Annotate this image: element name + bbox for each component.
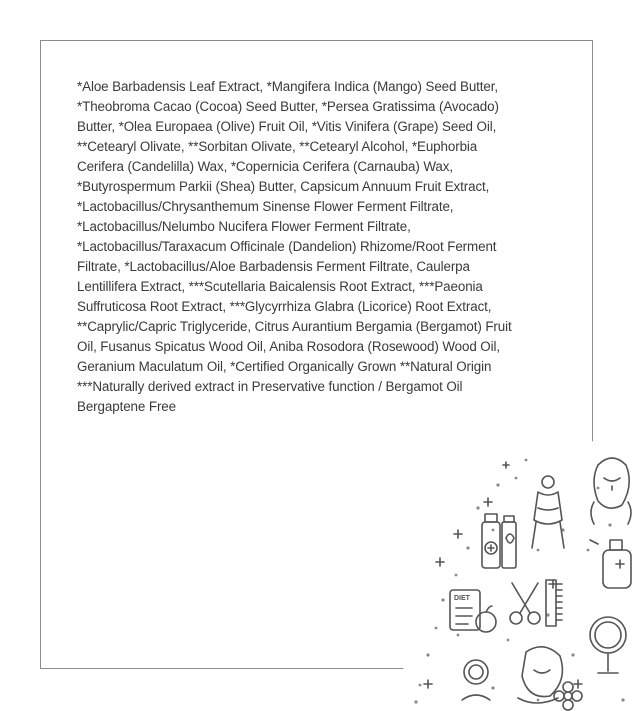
beauty-icons-illustration: [398, 430, 634, 711]
ingredients-line: Oil, Fusanus Spicatus Wood Oil, Aniba Rosodora (Rosewood) Wood Oil,: [77, 339, 500, 354]
ingredients-line: *Lactobacillus/Chrysanthemum Sinense Flower Ferment Filtrate,: [77, 199, 454, 214]
ingredients-list: [77, 77, 547, 417]
ingredients-line: *Lactobacillus/Taraxacum Officinale (Dandelion) Rhizome/Root Ferment: [77, 239, 497, 254]
ingredients-line: *Theobroma Cacao (Cocoa) Seed Butter, *Persea Gratissima (Avocado): [77, 99, 499, 114]
ingredients-line: *Aloe Barbadensis Leaf Extract, *Mangifera Indica (Mango) Seed Butter,: [77, 79, 498, 94]
ingredients-line: ***Naturally derived extract in Preservative function / Bergamot Oil: [77, 379, 463, 394]
ingredients-line: **Cetearyl Olivate, **Sorbitan Olivate, **Cetearyl Alcohol, *Euphorbia: [77, 139, 478, 154]
ingredients-line: Geranium Maculatum Oil, *Certified Organically Grown **Natural Origin: [77, 359, 492, 374]
ingredients-line: Filtrate, *Lactobacillus/Aloe Barbadensis Ferment Filtrate, Caulerpa: [77, 259, 470, 274]
diet-label: DIET: [454, 595, 470, 602]
illustration-background: [398, 430, 634, 711]
ingredients-line: *Lactobacillus/Nelumbo Nucifera Flower Ferment Filtrate,: [77, 219, 411, 234]
ingredients-line: *Butyrospermum Parkii (Shea) Butter, Capsicum Annuum Fruit Extract,: [77, 179, 490, 194]
ingredients-line: Cerifera (Candelilla) Wax, *Copernicia Cerifera (Carnauba) Wax,: [77, 159, 453, 174]
ingredients-line: Suffruticosa Root Extract, ***Glycyrrhiza Glabra (Licorice) Root Extract,: [77, 299, 492, 314]
ingredients-line: Bergaptene Free: [77, 399, 176, 414]
ingredients-line: Lentillifera Extract, ***Scutellaria Baicalensis Root Extract, ***Paeonia: [77, 279, 483, 294]
ingredients-line: Butter, *Olea Europaea (Olive) Fruit Oil, *Vitis Vinifera (Grape) Seed Oil,: [77, 119, 497, 134]
ingredients-line: **Caprylic/Capric Triglyceride, Citrus Aurantium Bergamia (Bergamot) Fruit: [77, 319, 512, 334]
